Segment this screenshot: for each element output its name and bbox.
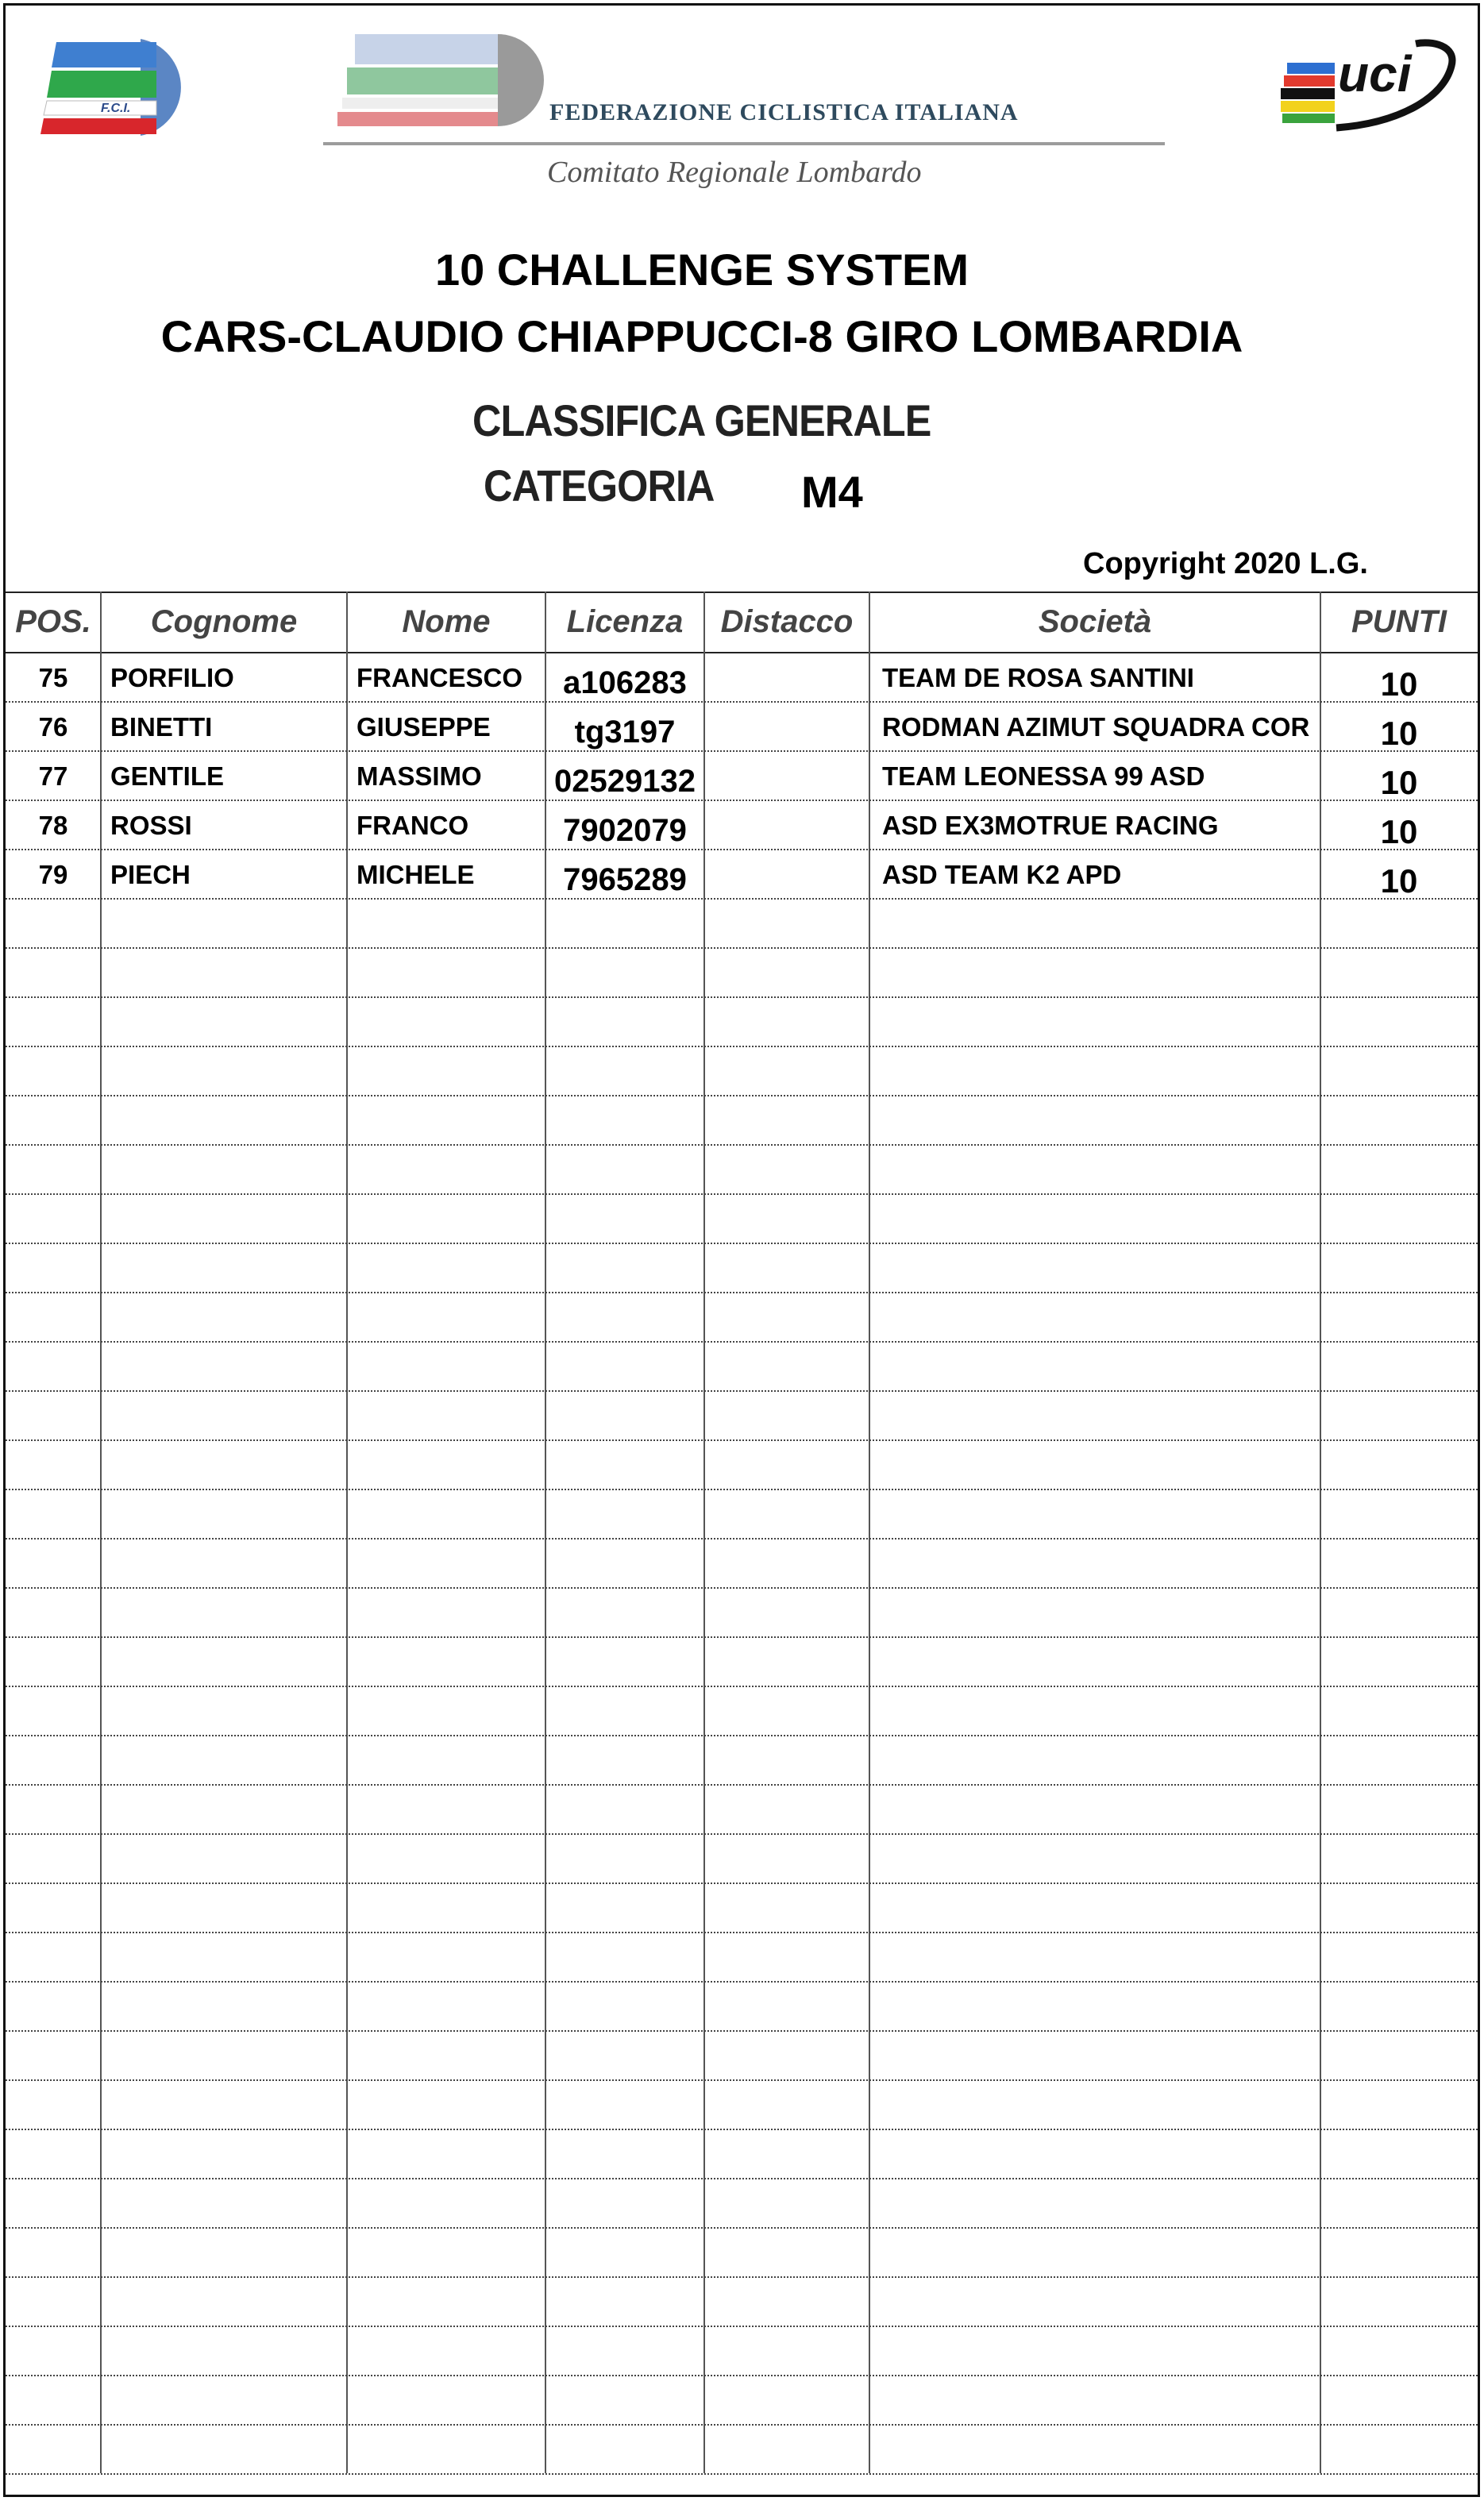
fci-logo-text: F.C.I. <box>101 102 131 115</box>
federation-name: FEDERAZIONE CICLISTICA ITALIANA <box>549 99 1019 125</box>
row-divider <box>6 1735 1478 1736</box>
row-divider <box>6 1981 1478 1983</box>
cell-pos: 77 <box>38 761 68 791</box>
cell-distacco <box>704 850 869 900</box>
cell-licenza: a106283 <box>563 665 687 700</box>
cell-punti: 10 <box>1380 715 1418 752</box>
cell-societa: TEAM LEONESSA 99 ASD <box>882 761 1205 791</box>
cell-cognome: PIECH <box>110 860 191 889</box>
row-divider <box>6 1882 1478 1884</box>
row-divider <box>6 1833 1478 1835</box>
cell-nome: FRANCO <box>357 811 469 840</box>
cell-societa: TEAM DE ROSA SANTINI <box>882 663 1194 692</box>
row-divider <box>6 1292 1478 1293</box>
row-divider <box>6 2424 1478 2426</box>
cell-nome: FRANCESCO <box>357 663 523 692</box>
row-divider <box>6 1489 1478 1490</box>
column-header-distacco: Distacco <box>720 603 854 639</box>
row-divider <box>6 2079 1478 2081</box>
federation-flag-logo <box>331 29 553 133</box>
row-divider <box>6 2473 1478 2475</box>
cell-nome: MASSIMO <box>357 761 482 791</box>
row-divider <box>6 2129 1478 2130</box>
row-divider <box>6 2375 1478 2376</box>
cell-punti: 10 <box>1380 813 1418 850</box>
federation-divider <box>323 142 1165 145</box>
row-divider <box>6 1932 1478 1933</box>
row-divider <box>6 1686 1478 1687</box>
title-line-1: 10 CHALLENGE SYSTEM <box>434 245 969 295</box>
cell-pos: 75 <box>38 663 68 692</box>
classifica-heading: CLASSIFICA GENERALE <box>472 395 931 445</box>
cell-distacco <box>704 752 869 801</box>
cell-punti: 10 <box>1380 862 1418 900</box>
row-divider <box>6 1095 1478 1096</box>
cell-punti: 10 <box>1380 665 1418 703</box>
row-divider <box>6 2227 1478 2229</box>
federation-subtitle: Comitato Regionale Lombardo <box>547 156 922 189</box>
row-divider <box>6 2326 1478 2327</box>
row-divider <box>6 1636 1478 1638</box>
cell-nome: GIUSEPPE <box>357 712 491 742</box>
row-divider <box>6 996 1478 998</box>
cell-societa: RODMAN AZIMUT SQUADRA COR <box>882 712 1310 742</box>
cell-nome: MICHELE <box>357 860 475 889</box>
categoria-label: CATEGORIA <box>484 461 715 511</box>
row-divider <box>6 1144 1478 1146</box>
row-divider <box>6 1538 1478 1540</box>
title-line-2: CARS-CLAUDIO CHIAPPUCCI-8 GIRO LOMBARDIA <box>160 311 1243 361</box>
cell-cognome: ROSSI <box>110 811 192 840</box>
cell-societa: ASD TEAM K2 APD <box>882 860 1122 889</box>
cell-distacco <box>704 653 869 703</box>
cell-punti: 10 <box>1380 764 1418 801</box>
row-divider <box>6 1587 1478 1589</box>
cell-licenza: 02529132 <box>554 763 696 799</box>
classifica-sheet <box>3 3 1480 2497</box>
row-divider <box>6 1243 1478 1244</box>
cell-pos: 79 <box>38 860 68 889</box>
uci-logo-text: uci <box>1338 45 1412 102</box>
cell-cognome: PORFILIO <box>110 663 234 692</box>
row-divider <box>6 1193 1478 1195</box>
cell-licenza: 7902079 <box>563 812 687 848</box>
cell-distacco <box>704 703 869 752</box>
cell-cognome: GENTILE <box>110 761 225 791</box>
row-divider <box>6 2276 1478 2278</box>
row-divider <box>6 1784 1478 1786</box>
row-divider <box>6 1046 1478 1047</box>
cell-cognome: BINETTI <box>110 712 213 742</box>
column-header-societa: Società <box>1038 603 1152 639</box>
uci-logo <box>1281 34 1463 137</box>
column-header-punti: PUNTI <box>1351 603 1447 639</box>
row-divider <box>6 1439 1478 1441</box>
cell-pos: 76 <box>38 712 68 742</box>
cell-distacco <box>704 801 869 850</box>
categoria-value: M4 <box>801 467 863 517</box>
row-divider <box>6 947 1478 949</box>
row-divider <box>6 1341 1478 1343</box>
cell-licenza: tg3197 <box>574 714 676 750</box>
copyright-note: Copyright 2020 L.G. <box>1083 547 1368 580</box>
row-divider <box>6 2178 1478 2179</box>
column-header-pos: POS. <box>15 603 91 639</box>
cell-societa: ASD EX3MOTRUE RACING <box>882 811 1219 840</box>
column-header-nome: Nome <box>402 603 491 639</box>
cell-pos: 78 <box>38 811 68 840</box>
column-header-cognome: Cognome <box>150 603 298 639</box>
cell-licenza: 7965289 <box>563 861 687 897</box>
fci-logo <box>37 36 214 139</box>
row-divider <box>6 2030 1478 2032</box>
row-divider <box>6 1390 1478 1392</box>
column-header-licenza: Licenza <box>566 603 684 639</box>
